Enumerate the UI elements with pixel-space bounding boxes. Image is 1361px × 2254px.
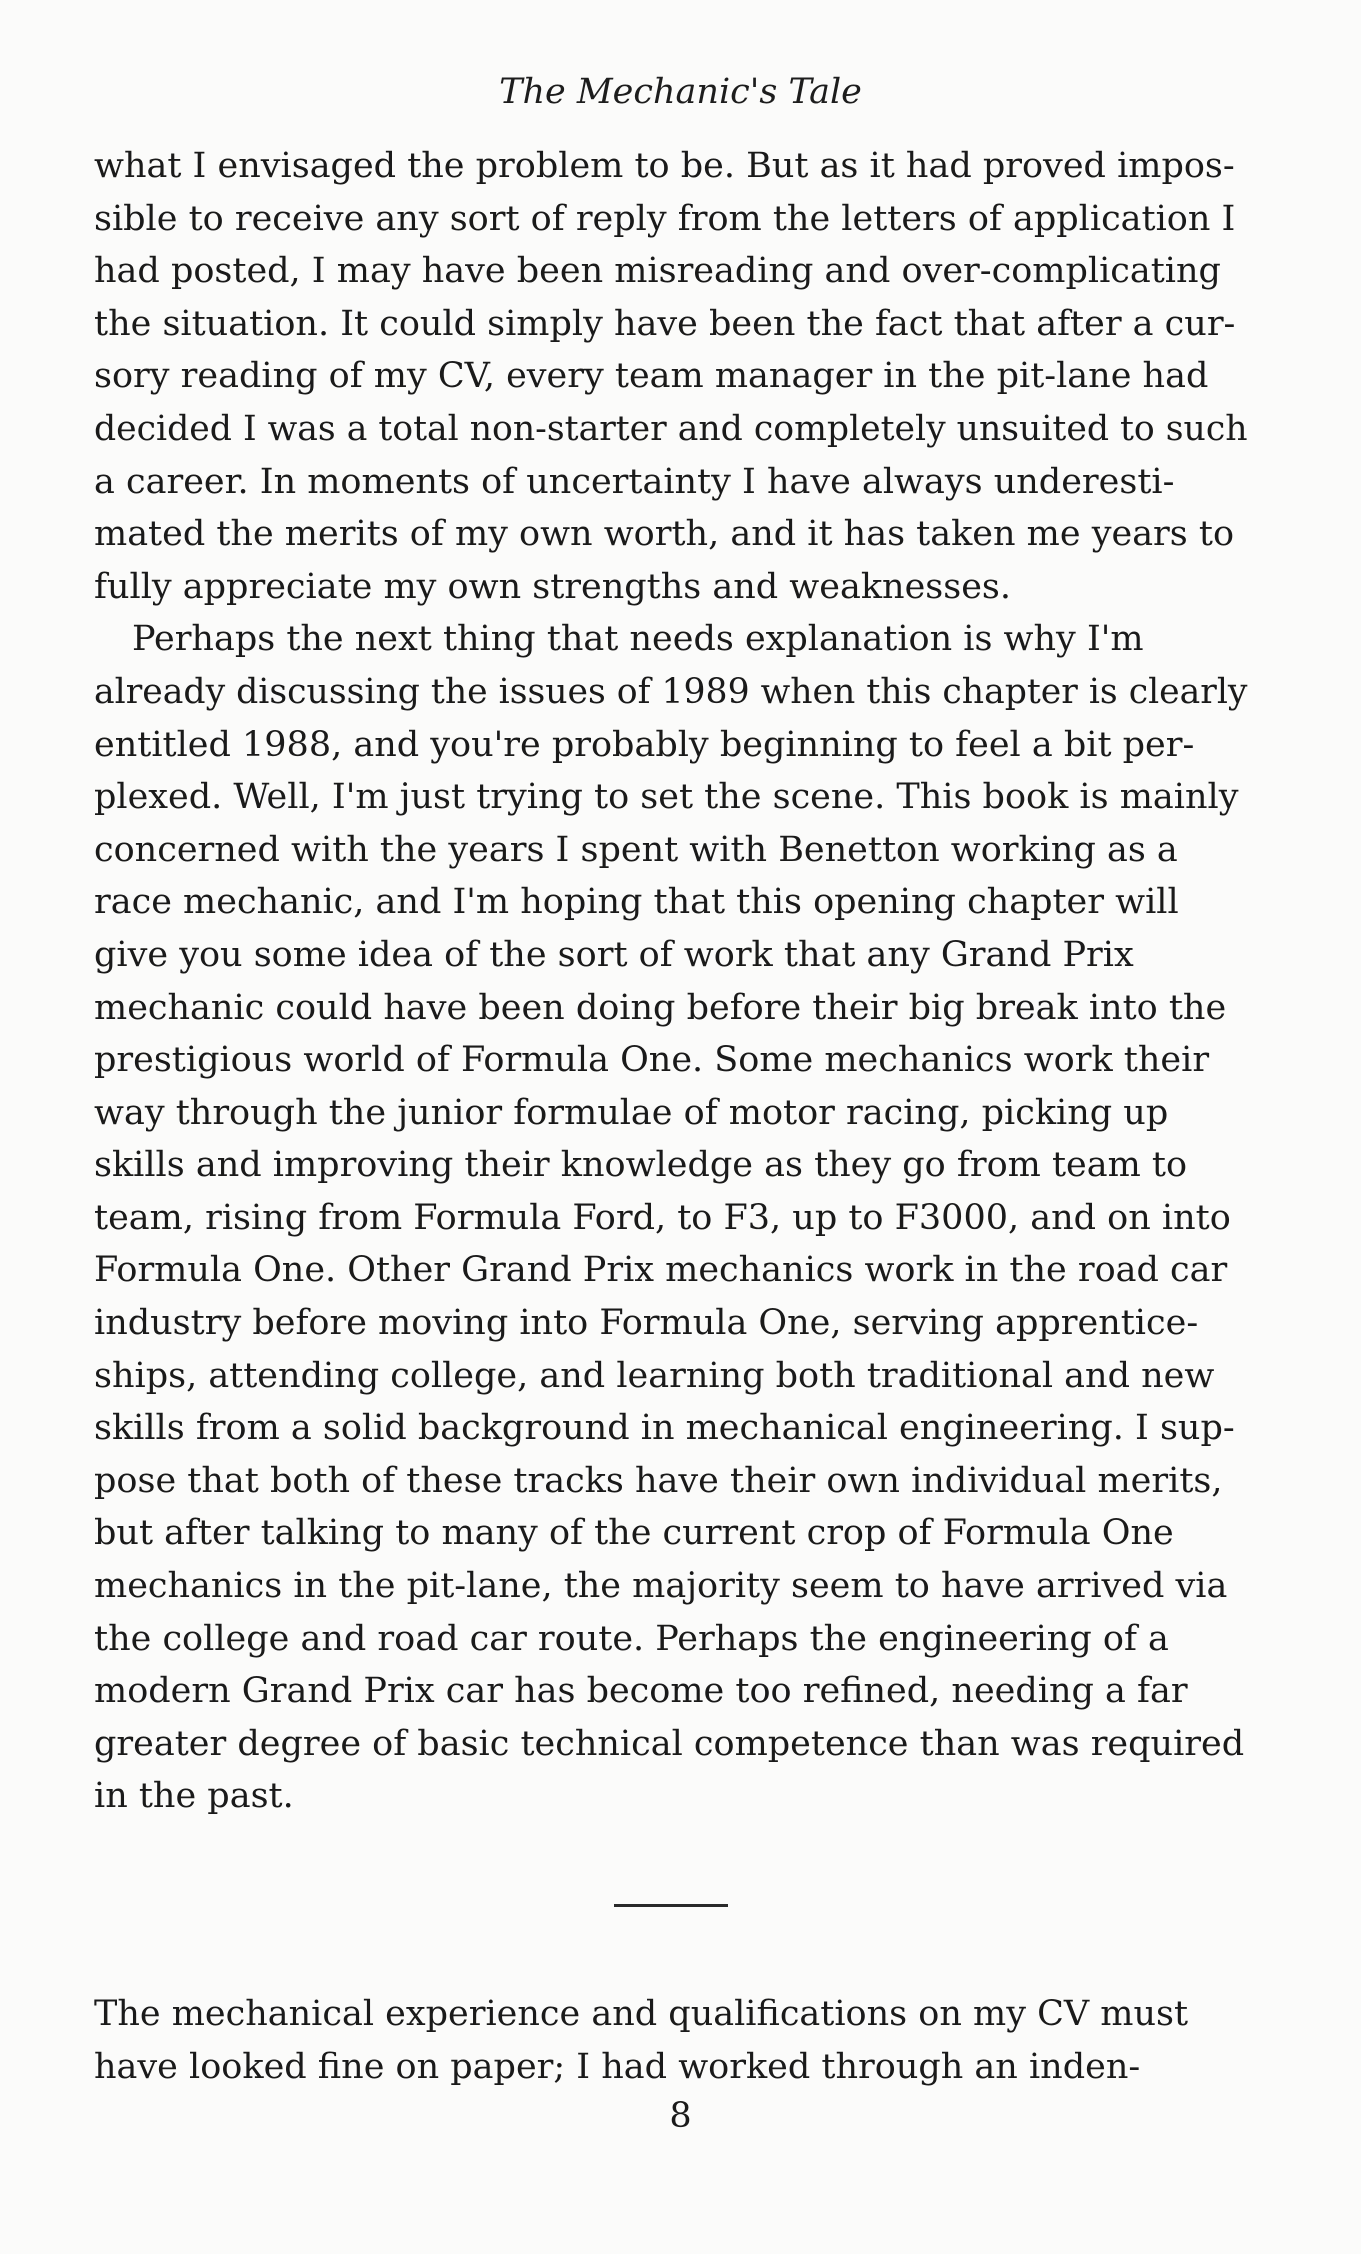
text-line: skills from a solid background in mechanical engineering. I sup- bbox=[94, 1408, 1235, 1449]
text-line: race mechanic, and I'm hoping that this opening chapter will bbox=[94, 882, 1179, 923]
paragraph-3 bbox=[94, 1988, 1248, 2093]
text-line: prestigious world of Formula One. Some mechanics work their bbox=[94, 1040, 1210, 1081]
text-line: Perhaps the next thing that needs explanation is why I'm bbox=[132, 619, 1144, 660]
text-line: mechanics in the pit-lane, the majority seem to have arrived via bbox=[94, 1566, 1228, 1607]
text-line: had posted, I may have been misreading and over-complicating bbox=[94, 251, 1221, 292]
body-text bbox=[94, 140, 1248, 2093]
text-line: in the past. bbox=[94, 1776, 294, 1817]
text-line: industry before moving into Formula One, serving apprentice- bbox=[94, 1303, 1199, 1344]
text-line: sory reading of my CV, every team manager in the pit-lane had bbox=[94, 356, 1209, 397]
running-head: The Mechanic's Tale bbox=[499, 72, 862, 112]
text-line: sible to receive any sort of reply from the letters of application I bbox=[94, 198, 1236, 239]
text-line: greater degree of basic technical competence than was required bbox=[94, 1723, 1245, 1764]
text-line: give you some idea of the sort of work that any Grand Prix bbox=[94, 934, 1134, 975]
text-line: mechanic could have been doing before their big break into the bbox=[94, 987, 1227, 1028]
text-line: modern Grand Prix car has become too refined, needing a far bbox=[94, 1671, 1188, 1712]
text-line: what I envisaged the problem to be. But as it had proved impos- bbox=[94, 146, 1235, 186]
text-line: skills and improving their knowledge as they go from team to bbox=[94, 1145, 1188, 1186]
text-line: already discussing the issues of 1989 when this chapter is clearly bbox=[94, 671, 1248, 712]
text-line: entitled 1988, and you're probably beginning to feel a bit per- bbox=[94, 724, 1195, 765]
text-line: have looked fine on paper; I had worked through an inden- bbox=[94, 2046, 1141, 2087]
page-number: 8 bbox=[669, 2096, 692, 2136]
text-line: Formula One. Other Grand Prix mechanics work in the road car bbox=[94, 1250, 1228, 1291]
text-line: way through the junior formulae of motor racing, picking up bbox=[94, 1092, 1169, 1133]
text-line: mated the merits of my own worth, and it has taken me years to bbox=[94, 514, 1235, 555]
section-break-rule bbox=[614, 1904, 728, 1907]
text-line: concerned with the years I spent with Benetton working as a bbox=[94, 829, 1178, 870]
text-line: decided I was a total non-starter and completely unsuited to such bbox=[94, 408, 1248, 449]
text-line: the college and road car route. Perhaps the engineering of a bbox=[94, 1618, 1169, 1659]
text-line: but after talking to many of the current crop of Formula One bbox=[94, 1513, 1174, 1554]
text-line: team, rising from Formula Ford, to F3, up to F3000, and on into bbox=[94, 1197, 1231, 1238]
text-line: a career. In moments of uncertainty I have always underesti- bbox=[94, 461, 1175, 502]
text-line: plexed. Well, I'm just trying to set the scene. This book is mainly bbox=[94, 777, 1239, 818]
text-line: pose that both of these tracks have their own individual merits, bbox=[94, 1460, 1223, 1501]
text-line: the situation. It could simply have been the fact that after a cur- bbox=[94, 303, 1236, 344]
text-line: fully appreciate my own strengths and weaknesses. bbox=[94, 566, 1012, 607]
paragraph-1 bbox=[94, 140, 1248, 613]
text-line: The mechanical experience and qualifications on my CV must bbox=[94, 1994, 1189, 2034]
text-line: ships, attending college, and learning both traditional and new bbox=[94, 1355, 1215, 1396]
paragraph-2 bbox=[94, 613, 1248, 1823]
